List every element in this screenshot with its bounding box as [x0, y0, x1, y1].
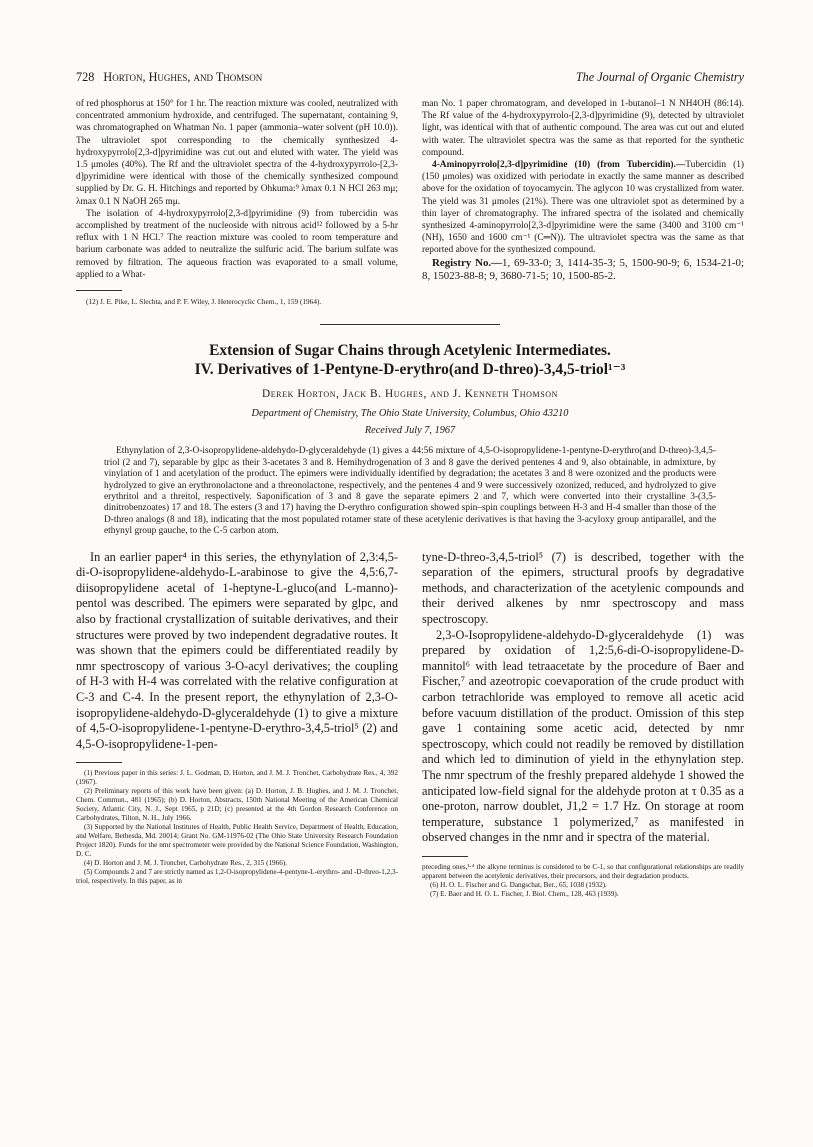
footnote: (1) Previous paper in this series: J. L. Godman, D. Horton, and J. M. J. Tronchet, Carbohydrate Res., 4, 392 (1967).	[76, 769, 398, 787]
registry-values: 1, 69-33-0; 3, 1414-35-3; 5, 1500-90-9; 6, 1534-21-0; 8, 15023-88-8; 9, 3680-71-5; 10, 1500-85-2.	[422, 256, 744, 282]
footnote: preceding ones,¹·⁴ the alkyne terminus is considered to be C-1, so that configurational relationships are readily apparent between the acetylenic derivatives, their precursors, and their degradation products.	[422, 862, 744, 880]
previous-article-left-column	[76, 98, 398, 306]
previous-article-paragraph	[422, 159, 744, 257]
body-paragraph: In an earlier paper⁴ in this series, the ethynylation of 2,3:4,5-di-O-isopropylidene-aldehydo-L-arabinose to give the 4,5:6,7-diisopropylidene acetal of 1-heptyne-L-gluco(and L-manno)-pentol was described. The epimers were separated by glpc, and also by fractional crystallization of suitable derivatives, and their structures were proved by two independent degradative routes. It was shown that the epimers could be differentiated readily by nmr spectroscopy of various 3-O-acyl derivatives; the coupling of H-3 with H-4 was correlated with the relative configuration at C-3 and C-4. In the present report, the ethynylation of 2,3-O-isopropylidene-aldehydo-D-glyceraldehyde (1) to give a mixture of 4,5-O-isopropylidene-1-pentyne-D-erythro-3,4,5-triol⁵ (2) and 4,5-O-isopropylidene-1-pen-	[76, 549, 398, 751]
body-left-column	[76, 550, 398, 899]
previous-article-right-column	[422, 98, 744, 306]
footnote: (4) D. Horton and J. M. J. Tronchet, Carbohydrate Res., 2, 315 (1966).	[84, 859, 288, 868]
body-text	[76, 550, 398, 753]
body-paragraph: tyne-D-threo-3,4,5-triol⁵ (7) is described, together with the separation of the epimers, structural proofs by degradative methods, and characterization of the acetylenic compounds and their derived alkenes by nmr spectroscopy and mass spectroscopy.	[422, 549, 744, 626]
body-paragraph: 2,3-O-Isopropylidene-aldehydo-D-glyceraldehyde (1) was prepared by oxidation of 1,2:5,6-di-O-isopropylidene-D-mannitol⁶ with lead tetraacetate by the procedure of Baer and Fischer,⁷ and azeotropic coevaporation of the crude product with carbon tetrachloride was employed to remove all acetic acid before vacuum distillation of the product. Omission of this step gave 1 containing some acetic acid, detected by nmr spectroscopy, which could not readily be removed by distillation and which led to diminution of yield in the ethynylation step. The nmr spectrum of the freshly prepared aldehyde 1 showed the anticipated low-field signal for the aldehyde proton at τ 0.35 as a one-proton, narrow doublet, J1,2 = 1.7 Hz. On storage at room temperature, substance 1 polymerized,⁷ as manifested in observed changes in the nmr and ir spectra of the material.	[422, 627, 744, 845]
article-title-line: Extension of Sugar Chains through Acetylenic Intermediates.	[209, 342, 611, 360]
abstract: Ethynylation of 2,3-O-isopropylidene-aldehydo-D-glyceraldehyde (1) gives a 44:56 mixture of 4,5-O-isopropylidene-1-pentyne-D-erythro(and D-threo)-3,4,5-triol (2 and 7), separable by glpc as their 3-acetates 3 and 8. Hemihydrogenation of 3 and 8 gave the derived pentenes 4 and 9, also obtainable, in admixture, by vinylation of 1 and acetylation of the product. The epimers were individually identified by degradation; the acetates 3 and 8 were ozonized and the products were hydrolyzed to give an erythronolactone and a threonolactone, respectively, and the pentenes 4 and 9 were successively ozonized, reduced, and hydrolyzed to give erythritol and a threitol, respectively. Saponification of 3 and 8 gave the separate epimers 2 and 7, which were converted into their crystalline 3-(3,5-dinitrobenzoates) 17 and 18. The esters (3 and 17) having the D-erythro configuration showed spin–spin couplings between H-3 and H-4 smaller than those of the D-threo analogs (8 and 18), indicating that the most populated rotamer state of these acetylenic derivatives is that having the 3-acyloxy group antiparallel, and the ethynyl group gauche, to the C-5 carbon atom.	[104, 446, 716, 537]
previous-article-footnote: (12) J. E. Pike, L. Slechta, and P. F. Wiley, J. Heterocyclic Chem., 1, 159 (1964).	[86, 297, 322, 307]
article-title-line: IV. Derivatives of 1-Pentyne-D-erythro(and D-threo)-3,4,5-triol¹⁻³	[194, 361, 626, 379]
author-affiliation: Department of Chemistry, The Ohio State University, Columbus, Ohio 43210	[251, 408, 569, 420]
page-number: 728	[76, 70, 95, 84]
article-authors: Derek Horton, Jack B. Hughes, and J. Kenneth Thomson	[261, 388, 559, 401]
registry-numbers	[422, 257, 744, 283]
running-head-left	[76, 70, 262, 85]
journal-page	[76, 70, 744, 899]
running-head-authors: Horton, Hughes, and Thomson	[103, 70, 263, 84]
footnote: (7) E. Baer and H. O. L. Fischer, J. Biol. Chem., 128, 463 (1939).	[430, 889, 619, 898]
experimental-heading: 4-Aminopyrrolo[2,3-d]pyrimidine (10) (from Tubercidin).—	[432, 160, 686, 171]
registry-label: Registry No.—	[432, 256, 503, 269]
previous-article-section	[76, 98, 744, 306]
running-head	[76, 70, 744, 88]
previous-article-paragraph: of red phosphorus at 150° for 1 hr. The reaction mixture was cooled, neutralized with concentrated ammonium hydroxide, and centrifuged. The supernatant, containing 9, was chromatographed on Whatman No. 1 paper (ammonia–water solvent (pH 10.0)). The ultraviolet spot corresponding to the chemically synthesized 4-hydroxypyrrolo[2,3-d]pyrimidine was cut out and eluted with water. The yield was 1.5 μmoles (40%). The Rf and the ultraviolet spectra of the 4-hydroxypyrrolo-[2,3-d]pyrimidine were identical with those of the chemically synthesized compound supplied by Dr. G. H. Hitchings and reported by Ohkuma:⁹ λmax 0.1 N HCl 263 mμ; λmax 0.1 N NaOH 265 mμ.	[76, 99, 398, 207]
article-title	[76, 341, 744, 379]
article-divider	[320, 324, 500, 325]
footnote: (3) Supported by the National Institutes of Health, Public Health Service, Department of Health, Education, and Welfare, Bethesda, Md. 20014; Grant No. GM-11976-02 (The Ohio State University Research Foundation Project 1820). Funds for the nmr spectrometer were provided by the National Science Foundation, Washington, D. C.	[76, 823, 398, 859]
footnote-rule	[422, 856, 468, 857]
previous-article-paragraph: The isolation of 4-hydroxypyrrolo[2,3-d]pyrimidine (9) from tubercidin was accomplished by treatment of the nucleoside with nitrous acid¹² followed by a 5-hr reflux with 1 N HCl.⁷ The reaction mixture was cooled to room temperature and barium carbonate was added to neutralize the sulfuric acid. The barium sulfate was removed by filtration. The aqueous fraction was evaporated to a small volume, applied to a What-	[76, 208, 398, 280]
footnote: (5) Compounds 2 and 7 are strictly named as 1,2-O-isopropylidene-4-pentyne-L-erythro- and -D-threo-1,2,3-triol, respectively. In this paper, as in	[76, 868, 398, 886]
footnote-rule	[76, 762, 122, 763]
experimental-body: Tubercidin (1) (150 μmoles) was oxidized with periodate in exactly the same manner as described above for the oxidation of toyocamycin. The aglycon 10 was crystallized from water. The yield was 31 μmoles (21%). There was one ultraviolet spot as determined by a thin layer of chromatography. The infrared spectra of the isolated and chemically synthesized 4-aminopyrrolo[2,3-d]pyrimidine were the same (3400 and 3100 cm⁻¹ (NH), 1650 and 1600 cm⁻¹ (C═N)). The ultraviolet spectra was the same as that reported above for the synthesized compound.	[422, 160, 745, 256]
article-body	[76, 550, 744, 899]
running-head-journal: The Journal of Organic Chemistry	[575, 70, 744, 84]
body-right-column	[422, 550, 744, 899]
footnote: (2) Preliminary reports of this work have been given: (a) D. Horton, J. B. Hughes, and J. M. J. Tronchet, Chem. Commun., 481 (1965); (b) D. Horton, Abstracts, 150th National Meeting of the American Chemical Society, Atlantic City, N. J., Sept 1965, p 21D; (c) presented at the 4th Gordon Research Conference on Carbohydrates, Tilton, N. H., July 1966.	[76, 787, 398, 823]
body-text	[422, 550, 744, 846]
received-date: Received July 7, 1967	[364, 425, 456, 437]
footnote-rule	[76, 290, 122, 291]
footnote: (6) H. O. L. Fischer and G. Dangschat, Ber., 65, 1038 (1932).	[430, 880, 607, 889]
previous-article-paragraph: man No. 1 paper chromatogram, and developed in 1-butanol–1 N NH4OH (86:14). The Rf value of the 4-hydroxypyrrolo-[2,3-d]pyrimidine (9), detected by ultraviolet light, was identical with that of authentic compound. The area was cut out and eluted with water. The ultraviolet spectra was the same as that reported for the synthetic compound.	[422, 99, 744, 158]
